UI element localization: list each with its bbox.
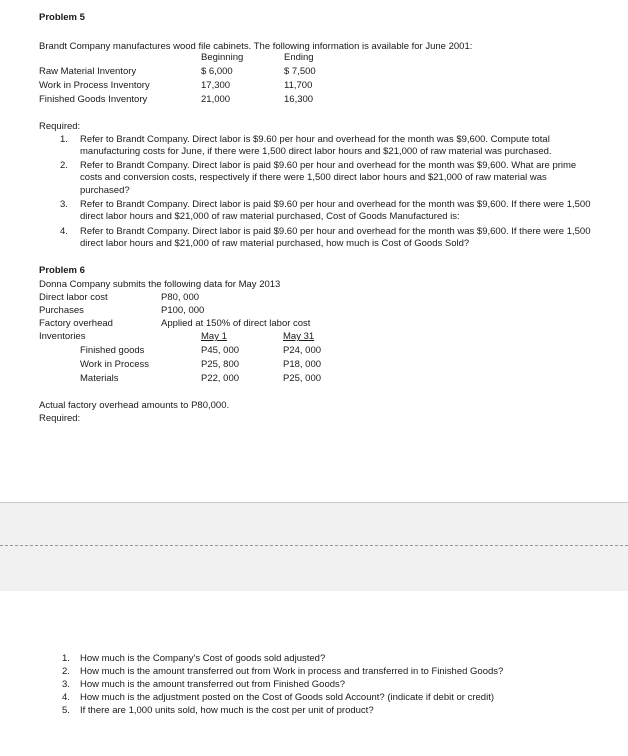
question-line: Refer to Brandt Company. Direct labor is $9.60 per hour and overhead for the month was $9,600. Compute total bbox=[80, 134, 550, 145]
question-number: 2. bbox=[60, 160, 68, 171]
question-line: If there are 1,000 units sold, how much is the cost per unit of product? bbox=[80, 705, 374, 716]
question-number: 5. bbox=[62, 705, 70, 716]
question-line: Refer to Brandt Company. Direct labor is paid $9.60 per hour and overhead for the month was $9,600. If there were 1,500 bbox=[80, 226, 591, 237]
data-item-value: Applied at 150% of direct labor cost bbox=[161, 318, 311, 329]
dashed-divider bbox=[0, 545, 628, 546]
inventories-label: Inventories bbox=[39, 331, 86, 342]
inventory-row-label: Finished Goods Inventory bbox=[39, 94, 148, 105]
content-divider-band bbox=[0, 502, 628, 591]
inventory-row-label: Finished goods bbox=[80, 345, 145, 356]
question-number: 1. bbox=[62, 653, 70, 664]
data-item-value: P100, 000 bbox=[161, 305, 205, 316]
problem-6-title: Problem 6 bbox=[39, 265, 85, 276]
problem-6-intro: Donna Company submits the following data for May 2013 bbox=[39, 279, 281, 290]
data-item-label: Direct labor cost bbox=[39, 292, 108, 303]
inventory-row-may1: P45, 000 bbox=[201, 345, 240, 356]
question-number: 1. bbox=[60, 134, 68, 145]
col-header-ending: Ending bbox=[284, 52, 314, 63]
col-header-may-1: May 1 bbox=[201, 331, 227, 342]
problem-5-title: Problem 5 bbox=[39, 12, 85, 23]
question-line: Refer to Brandt Company. Direct labor is paid $9.60 per hour and overhead for the month was $9,600. What are prime bbox=[80, 160, 577, 171]
inventory-row-label: Work in Process bbox=[80, 359, 149, 370]
data-item-label: Purchases bbox=[39, 305, 84, 316]
question-line: direct labor hours and $21,000 of raw material purchased, how much is Cost of Goods Sold? bbox=[80, 238, 470, 249]
data-item-label: Factory overhead bbox=[39, 318, 113, 329]
inventory-row-may31: P25, 000 bbox=[283, 373, 322, 384]
inventory-row-label: Materials bbox=[80, 373, 119, 384]
inventory-row-begin: $ 6,000 bbox=[201, 66, 233, 77]
question-line: purchased? bbox=[80, 185, 130, 196]
inventory-row-end: $ 7,500 bbox=[284, 66, 316, 77]
inventory-row-label: Raw Material Inventory bbox=[39, 66, 137, 77]
question-line: How much is the Company's Cost of goods sold adjusted? bbox=[80, 653, 326, 664]
question-number: 3. bbox=[60, 199, 68, 210]
question-line: costs and conversion costs, respectively if there were 1,500 direct labor hours and $21,000 of raw material was bbox=[80, 172, 547, 183]
inventory-row-label: Work in Process Inventory bbox=[39, 80, 150, 91]
question-line: direct labor hours and $21,000 of raw material purchased, Cost of Goods Manufactured is: bbox=[80, 211, 460, 222]
question-line: Refer to Brandt Company. Direct labor is paid $9.60 per hour and overhead for the month was $9,600. If there were 1,500 bbox=[80, 199, 591, 210]
question-line: How much is the amount transferred out from Work in process and transferred in to Finished Goods? bbox=[80, 666, 504, 677]
inventory-row-begin: 17,300 bbox=[201, 80, 231, 91]
question-number: 4. bbox=[62, 692, 70, 703]
actual-overhead-note: Actual factory overhead amounts to P80,000. bbox=[39, 400, 230, 411]
inventory-row-may1: P22, 000 bbox=[201, 373, 240, 384]
inventory-row-begin: 21,000 bbox=[201, 94, 231, 105]
problem-5-intro: Brandt Company manufactures wood file cabinets. The following information is available for June 2001: bbox=[39, 41, 473, 52]
question-number: 4. bbox=[60, 226, 68, 237]
inventory-row-may31: P24, 000 bbox=[283, 345, 322, 356]
question-line: manufacturing costs for June, if there were 1,500 direct labor hours and $21,000 of raw material was purchased. bbox=[80, 146, 552, 157]
col-header-may-31: May 31 bbox=[283, 331, 315, 342]
inventory-row-end: 16,300 bbox=[284, 94, 314, 105]
inventory-row-end: 11,700 bbox=[284, 80, 313, 91]
question-number: 3. bbox=[62, 679, 70, 690]
inventory-row-may1: P25, 800 bbox=[201, 359, 240, 370]
data-item-value: P80, 000 bbox=[161, 292, 200, 303]
required-label: Required: bbox=[39, 413, 81, 424]
question-line: How much is the amount transferred out from Finished Goods? bbox=[80, 679, 346, 690]
required-label: Required: bbox=[39, 121, 81, 132]
inventory-row-may31: P18, 000 bbox=[283, 359, 322, 370]
col-header-beginning: Beginning bbox=[201, 52, 244, 63]
question-line: How much is the adjustment posted on the Cost of Goods sold Account? (indicate if debit or credit) bbox=[80, 692, 494, 703]
question-number: 2. bbox=[62, 666, 70, 677]
